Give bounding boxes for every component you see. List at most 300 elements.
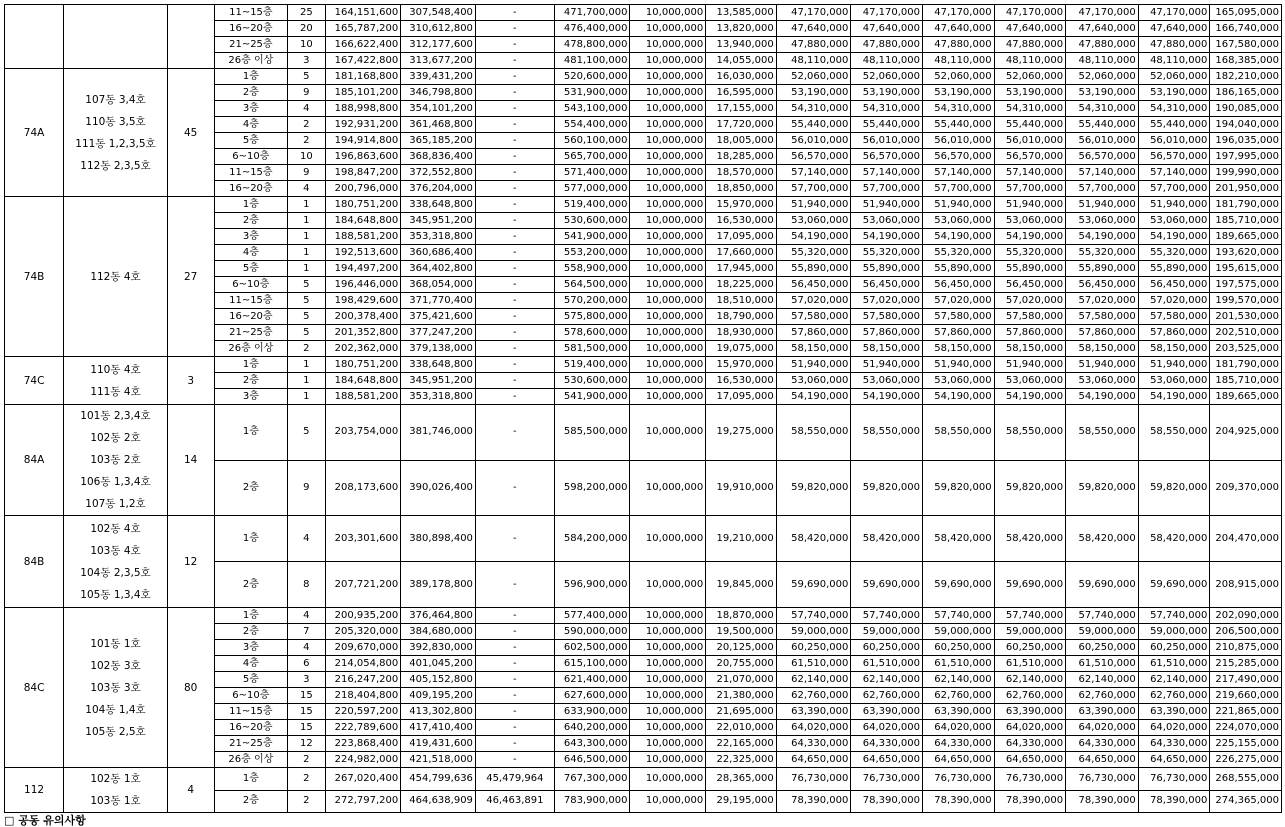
- interim-5-cell: 53,190,000: [1066, 85, 1139, 101]
- interim-5-cell: 55,320,000: [1066, 245, 1139, 261]
- building-cost-cell: 377,247,200: [401, 325, 476, 341]
- contract-balance-cell: 21,380,000: [706, 688, 777, 704]
- balance-cell: 196,035,000: [1210, 133, 1282, 149]
- total-price-cell: 531,900,000: [554, 85, 630, 101]
- vat-cell: -: [475, 720, 554, 736]
- contract-fixed-cell: 10,000,000: [630, 357, 706, 373]
- building-cost-cell: 360,686,400: [401, 245, 476, 261]
- building-cost-cell: 312,177,600: [401, 37, 476, 53]
- interim-4-cell: 59,690,000: [994, 562, 1066, 608]
- footer-note: □ 공동 유의사항: [4, 814, 86, 827]
- total-price-cell: 564,500,000: [554, 277, 630, 293]
- floor-cell: 26층 이상: [214, 341, 288, 357]
- contract-fixed-cell: 10,000,000: [630, 69, 706, 85]
- unit-count-cell: 4: [288, 516, 325, 562]
- unit-count-cell: 25: [288, 5, 325, 21]
- unit-line: 104동 1,4호: [85, 703, 146, 716]
- balance-cell: 215,285,000: [1210, 656, 1282, 672]
- land-cost-cell: 165,787,200: [325, 21, 401, 37]
- interim-2-cell: 58,420,000: [851, 516, 923, 562]
- contract-balance-cell: 16,530,000: [706, 373, 777, 389]
- interim-3-cell: 56,570,000: [922, 149, 994, 165]
- interim-6-cell: 60,250,000: [1138, 640, 1210, 656]
- interim-3-cell: 47,640,000: [922, 21, 994, 37]
- balance-cell: 226,275,000: [1210, 752, 1282, 768]
- interim-3-cell: 64,650,000: [922, 752, 994, 768]
- interim-1-cell: 54,190,000: [776, 229, 851, 245]
- interim-1-cell: 64,020,000: [776, 720, 851, 736]
- vat-cell: -: [475, 516, 554, 562]
- interim-2-cell: 53,190,000: [851, 85, 923, 101]
- interim-2-cell: 47,880,000: [851, 37, 923, 53]
- contract-balance-cell: 14,055,000: [706, 53, 777, 69]
- vat-cell: -: [475, 460, 554, 516]
- unit-count-cell: 2: [288, 117, 325, 133]
- interim-4-cell: 47,880,000: [994, 37, 1066, 53]
- vat-cell: -: [475, 37, 554, 53]
- contract-balance-cell: 28,365,000: [706, 768, 777, 791]
- interim-4-cell: 54,190,000: [994, 229, 1066, 245]
- interim-3-cell: 76,730,000: [922, 768, 994, 791]
- interim-2-cell: 64,330,000: [851, 736, 923, 752]
- floor-cell: 6~10층: [214, 277, 288, 293]
- interim-2-cell: 59,820,000: [851, 460, 923, 516]
- units-cell: [64, 405, 168, 516]
- interim-4-cell: 53,190,000: [994, 85, 1066, 101]
- building-cost-cell: 421,518,000: [401, 752, 476, 768]
- floor-cell: 1층: [214, 197, 288, 213]
- land-cost-cell: 224,982,000: [325, 752, 401, 768]
- interim-1-cell: 57,020,000: [776, 293, 851, 309]
- unit-count-cell: 4: [288, 181, 325, 197]
- contract-fixed-cell: 10,000,000: [630, 213, 706, 229]
- interim-2-cell: 56,570,000: [851, 149, 923, 165]
- interim-2-cell: 55,320,000: [851, 245, 923, 261]
- interim-1-cell: 48,110,000: [776, 53, 851, 69]
- building-cost-cell: 368,054,000: [401, 277, 476, 293]
- interim-5-cell: 64,020,000: [1066, 720, 1139, 736]
- unit-count-cell: 15: [288, 704, 325, 720]
- interim-1-cell: 58,150,000: [776, 341, 851, 357]
- interim-5-cell: 57,860,000: [1066, 325, 1139, 341]
- vat-cell: -: [475, 293, 554, 309]
- vat-cell: -: [475, 149, 554, 165]
- interim-6-cell: 53,190,000: [1138, 85, 1210, 101]
- interim-1-cell: 57,740,000: [776, 608, 851, 624]
- building-cost-cell: 307,548,400: [401, 5, 476, 21]
- vat-cell: -: [475, 21, 554, 37]
- contract-fixed-cell: 10,000,000: [630, 752, 706, 768]
- balance-cell: 202,090,000: [1210, 608, 1282, 624]
- unit-count-cell: 10: [288, 37, 325, 53]
- unit-count-cell: 1: [288, 229, 325, 245]
- total-price-cell: 560,100,000: [554, 133, 630, 149]
- floor-cell: 4층: [214, 656, 288, 672]
- vat-cell: -: [475, 133, 554, 149]
- interim-4-cell: 52,060,000: [994, 69, 1066, 85]
- interim-2-cell: 63,390,000: [851, 704, 923, 720]
- interim-3-cell: 62,760,000: [922, 688, 994, 704]
- interim-2-cell: 53,060,000: [851, 373, 923, 389]
- unit-line: 110동 3,5호: [85, 115, 146, 128]
- unit-count-cell: 5: [288, 405, 325, 461]
- interim-4-cell: 62,760,000: [994, 688, 1066, 704]
- floor-cell: 11~15층: [214, 165, 288, 181]
- land-cost-cell: 166,622,400: [325, 37, 401, 53]
- unit-count-cell: 1: [288, 213, 325, 229]
- interim-3-cell: 54,310,000: [922, 101, 994, 117]
- unit-line: 107동 3,4호: [85, 93, 146, 106]
- contract-balance-cell: 16,030,000: [706, 69, 777, 85]
- total-price-cell: 520,600,000: [554, 69, 630, 85]
- building-cost-cell: 464,638,909: [401, 790, 476, 813]
- total-price-cell: 598,200,000: [554, 460, 630, 516]
- interim-4-cell: 53,060,000: [994, 373, 1066, 389]
- vat-cell: -: [475, 85, 554, 101]
- land-cost-cell: 200,935,200: [325, 608, 401, 624]
- type-cell: 84B: [5, 516, 64, 608]
- interim-3-cell: 52,060,000: [922, 69, 994, 85]
- land-cost-cell: 180,751,200: [325, 357, 401, 373]
- vat-cell: -: [475, 562, 554, 608]
- interim-4-cell: 64,020,000: [994, 720, 1066, 736]
- contract-balance-cell: 18,930,000: [706, 325, 777, 341]
- balance-cell: 186,165,000: [1210, 85, 1282, 101]
- floor-cell: 1층: [214, 69, 288, 85]
- floor-cell: 2층: [214, 790, 288, 813]
- land-cost-cell: 198,847,200: [325, 165, 401, 181]
- interim-3-cell: 57,580,000: [922, 309, 994, 325]
- table-row: [5, 768, 1282, 791]
- interim-3-cell: 58,550,000: [922, 405, 994, 461]
- interim-1-cell: 58,420,000: [776, 516, 851, 562]
- land-cost-cell: 192,931,200: [325, 117, 401, 133]
- unit-count-cell: 15: [288, 688, 325, 704]
- total-price-cell: 571,400,000: [554, 165, 630, 181]
- unit-count-cell: 4: [288, 640, 325, 656]
- unit-count-cell: 20: [288, 21, 325, 37]
- interim-1-cell: 47,170,000: [776, 5, 851, 21]
- interim-2-cell: 62,140,000: [851, 672, 923, 688]
- land-cost-cell: 188,581,200: [325, 389, 401, 405]
- total-price-cell: 590,000,000: [554, 624, 630, 640]
- floor-cell: 26층 이상: [214, 53, 288, 69]
- interim-5-cell: 54,190,000: [1066, 389, 1139, 405]
- vat-cell: -: [475, 736, 554, 752]
- balance-cell: 203,525,000: [1210, 341, 1282, 357]
- balance-cell: 168,385,000: [1210, 53, 1282, 69]
- contract-fixed-cell: 10,000,000: [630, 245, 706, 261]
- interim-1-cell: 78,390,000: [776, 790, 851, 813]
- interim-6-cell: 57,580,000: [1138, 309, 1210, 325]
- land-cost-cell: 185,101,200: [325, 85, 401, 101]
- floor-cell: 1층: [214, 516, 288, 562]
- land-cost-cell: 194,914,800: [325, 133, 401, 149]
- interim-2-cell: 55,440,000: [851, 117, 923, 133]
- type-cell: 74C: [5, 357, 64, 405]
- contract-balance-cell: 13,940,000: [706, 37, 777, 53]
- land-cost-cell: 205,320,000: [325, 624, 401, 640]
- unit-count-cell: 10: [288, 149, 325, 165]
- interim-4-cell: 54,310,000: [994, 101, 1066, 117]
- interim-2-cell: 60,250,000: [851, 640, 923, 656]
- balance-cell: 195,615,000: [1210, 261, 1282, 277]
- vat-cell: -: [475, 640, 554, 656]
- building-cost-cell: 339,431,200: [401, 69, 476, 85]
- interim-3-cell: 53,060,000: [922, 373, 994, 389]
- contract-balance-cell: 19,845,000: [706, 562, 777, 608]
- interim-2-cell: 47,170,000: [851, 5, 923, 21]
- interim-5-cell: 62,140,000: [1066, 672, 1139, 688]
- contract-balance-cell: 19,275,000: [706, 405, 777, 461]
- floor-cell: 2층: [214, 624, 288, 640]
- interim-5-cell: 51,940,000: [1066, 197, 1139, 213]
- land-cost-cell: 164,151,600: [325, 5, 401, 21]
- interim-5-cell: 61,510,000: [1066, 656, 1139, 672]
- interim-1-cell: 51,940,000: [776, 197, 851, 213]
- contract-fixed-cell: 10,000,000: [630, 656, 706, 672]
- interim-6-cell: 54,190,000: [1138, 389, 1210, 405]
- total-price-cell: 602,500,000: [554, 640, 630, 656]
- building-cost-cell: 372,552,800: [401, 165, 476, 181]
- contract-fixed-cell: 10,000,000: [630, 5, 706, 21]
- balance-cell: 190,085,000: [1210, 101, 1282, 117]
- interim-1-cell: 56,010,000: [776, 133, 851, 149]
- unit-count-cell: 3: [288, 53, 325, 69]
- balance-cell: 197,575,000: [1210, 277, 1282, 293]
- balance-cell: 274,365,000: [1210, 790, 1282, 813]
- interim-1-cell: 56,570,000: [776, 149, 851, 165]
- contract-fixed-cell: 10,000,000: [630, 704, 706, 720]
- interim-6-cell: 59,690,000: [1138, 562, 1210, 608]
- interim-4-cell: 60,250,000: [994, 640, 1066, 656]
- interim-1-cell: 56,450,000: [776, 277, 851, 293]
- floor-cell: 2층: [214, 562, 288, 608]
- land-cost-cell: 200,378,400: [325, 309, 401, 325]
- interim-5-cell: 58,550,000: [1066, 405, 1139, 461]
- household-count-cell: 45: [167, 69, 214, 197]
- unit-line: 103동 1호: [90, 795, 141, 807]
- contract-fixed-cell: 10,000,000: [630, 688, 706, 704]
- interim-3-cell: 54,190,000: [922, 389, 994, 405]
- interim-5-cell: 53,060,000: [1066, 373, 1139, 389]
- interim-2-cell: 52,060,000: [851, 69, 923, 85]
- unit-line: 102동 1호: [90, 773, 141, 785]
- building-cost-cell: 368,836,400: [401, 149, 476, 165]
- interim-5-cell: 48,110,000: [1066, 53, 1139, 69]
- interim-5-cell: 57,700,000: [1066, 181, 1139, 197]
- balance-cell: 166,740,000: [1210, 21, 1282, 37]
- building-cost-cell: 413,302,800: [401, 704, 476, 720]
- contract-balance-cell: 20,755,000: [706, 656, 777, 672]
- unit-line: 112동 4호: [90, 270, 141, 283]
- building-cost-cell: 405,152,800: [401, 672, 476, 688]
- units-cell: [64, 197, 168, 357]
- contract-balance-cell: 17,660,000: [706, 245, 777, 261]
- vat-cell: 45,479,964: [475, 768, 554, 791]
- interim-5-cell: 54,310,000: [1066, 101, 1139, 117]
- balance-cell: 202,510,000: [1210, 325, 1282, 341]
- floor-cell: 3층: [214, 640, 288, 656]
- interim-4-cell: 62,140,000: [994, 672, 1066, 688]
- table-row: [5, 405, 1282, 461]
- vat-cell: -: [475, 229, 554, 245]
- interim-5-cell: 47,880,000: [1066, 37, 1139, 53]
- unit-line: 103동 2호: [90, 454, 141, 466]
- contract-fixed-cell: 10,000,000: [630, 149, 706, 165]
- land-cost-cell: 220,597,200: [325, 704, 401, 720]
- vat-cell: -: [475, 688, 554, 704]
- interim-3-cell: 56,010,000: [922, 133, 994, 149]
- interim-6-cell: 47,640,000: [1138, 21, 1210, 37]
- contract-balance-cell: 19,075,000: [706, 341, 777, 357]
- interim-4-cell: 57,860,000: [994, 325, 1066, 341]
- unit-count-cell: 1: [288, 261, 325, 277]
- interim-4-cell: 53,060,000: [994, 213, 1066, 229]
- contract-fixed-cell: 10,000,000: [630, 720, 706, 736]
- units-cell: [64, 768, 168, 813]
- interim-6-cell: 57,860,000: [1138, 325, 1210, 341]
- balance-cell: 199,570,000: [1210, 293, 1282, 309]
- interim-3-cell: 55,320,000: [922, 245, 994, 261]
- interim-2-cell: 54,190,000: [851, 389, 923, 405]
- unit-count-cell: 2: [288, 768, 325, 791]
- building-cost-cell: 381,746,000: [401, 405, 476, 461]
- table-row: [5, 69, 1282, 85]
- floor-cell: 4층: [214, 245, 288, 261]
- interim-6-cell: 62,760,000: [1138, 688, 1210, 704]
- household-count-cell: 80: [167, 608, 214, 768]
- vat-cell: -: [475, 341, 554, 357]
- interim-3-cell: 47,880,000: [922, 37, 994, 53]
- building-cost-cell: 313,677,200: [401, 53, 476, 69]
- unit-line: 101동 2,3,4호: [80, 410, 151, 422]
- interim-6-cell: 64,020,000: [1138, 720, 1210, 736]
- interim-5-cell: 54,190,000: [1066, 229, 1139, 245]
- interim-4-cell: 64,650,000: [994, 752, 1066, 768]
- interim-5-cell: 53,060,000: [1066, 213, 1139, 229]
- interim-5-cell: 57,020,000: [1066, 293, 1139, 309]
- unit-count-cell: 8: [288, 562, 325, 608]
- interim-1-cell: 47,880,000: [776, 37, 851, 53]
- total-price-cell: 581,500,000: [554, 341, 630, 357]
- contract-fixed-cell: 10,000,000: [630, 53, 706, 69]
- balance-cell: 181,790,000: [1210, 357, 1282, 373]
- vat-cell: -: [475, 101, 554, 117]
- unit-count-cell: 1: [288, 245, 325, 261]
- total-price-cell: 558,900,000: [554, 261, 630, 277]
- interim-5-cell: 76,730,000: [1066, 768, 1139, 791]
- units-cell: [64, 357, 168, 405]
- land-cost-cell: 198,429,600: [325, 293, 401, 309]
- unit-count-cell: 2: [288, 752, 325, 768]
- interim-1-cell: 59,000,000: [776, 624, 851, 640]
- contract-fixed-cell: 10,000,000: [630, 325, 706, 341]
- price-table-body: [5, 5, 1282, 813]
- unit-line: 105동 1,3,4호: [80, 588, 151, 601]
- interim-3-cell: 64,020,000: [922, 720, 994, 736]
- total-price-cell: 767,300,000: [554, 768, 630, 791]
- balance-cell: 209,370,000: [1210, 460, 1282, 516]
- interim-3-cell: 57,140,000: [922, 165, 994, 181]
- land-cost-cell: 209,670,000: [325, 640, 401, 656]
- interim-5-cell: 56,450,000: [1066, 277, 1139, 293]
- contract-fixed-cell: 10,000,000: [630, 736, 706, 752]
- total-price-cell: 633,900,000: [554, 704, 630, 720]
- unit-count-cell: 15: [288, 720, 325, 736]
- vat-cell: -: [475, 5, 554, 21]
- building-cost-cell: 409,195,200: [401, 688, 476, 704]
- building-cost-cell: 345,951,200: [401, 213, 476, 229]
- interim-1-cell: 47,640,000: [776, 21, 851, 37]
- interim-2-cell: 78,390,000: [851, 790, 923, 813]
- unit-line: 111동 4호: [90, 385, 141, 398]
- unit-count-cell: 5: [288, 325, 325, 341]
- vat-cell: -: [475, 261, 554, 277]
- unit-count-cell: 2: [288, 133, 325, 149]
- vat-cell: -: [475, 69, 554, 85]
- interim-5-cell: 57,140,000: [1066, 165, 1139, 181]
- floor-cell: 16~20층: [214, 720, 288, 736]
- interim-3-cell: 56,450,000: [922, 277, 994, 293]
- floor-cell: 1층: [214, 608, 288, 624]
- interim-6-cell: 55,320,000: [1138, 245, 1210, 261]
- interim-5-cell: 52,060,000: [1066, 69, 1139, 85]
- building-cost-cell: 310,612,800: [401, 21, 476, 37]
- contract-fixed-cell: 10,000,000: [630, 277, 706, 293]
- total-price-cell: 578,600,000: [554, 325, 630, 341]
- vat-cell: -: [475, 373, 554, 389]
- building-cost-cell: 345,951,200: [401, 373, 476, 389]
- floor-cell: 3층: [214, 101, 288, 117]
- balance-cell: 181,790,000: [1210, 197, 1282, 213]
- interim-3-cell: 64,330,000: [922, 736, 994, 752]
- building-cost-cell: 390,026,400: [401, 460, 476, 516]
- interim-3-cell: 57,020,000: [922, 293, 994, 309]
- interim-2-cell: 64,020,000: [851, 720, 923, 736]
- vat-cell: -: [475, 357, 554, 373]
- interim-5-cell: 56,010,000: [1066, 133, 1139, 149]
- unit-line: 103동 4호: [90, 544, 141, 557]
- interim-1-cell: 62,140,000: [776, 672, 851, 688]
- interim-4-cell: 51,940,000: [994, 357, 1066, 373]
- contract-balance-cell: 13,585,000: [706, 5, 777, 21]
- land-cost-cell: 167,422,800: [325, 53, 401, 69]
- interim-5-cell: 58,420,000: [1066, 516, 1139, 562]
- interim-5-cell: 51,940,000: [1066, 357, 1139, 373]
- balance-cell: 165,095,000: [1210, 5, 1282, 21]
- interim-6-cell: 63,390,000: [1138, 704, 1210, 720]
- vat-cell: -: [475, 325, 554, 341]
- interim-3-cell: 57,860,000: [922, 325, 994, 341]
- contract-balance-cell: 13,820,000: [706, 21, 777, 37]
- unit-line: 111동 1,2,3,5호: [75, 137, 156, 150]
- land-cost-cell: 214,054,800: [325, 656, 401, 672]
- interim-4-cell: 55,320,000: [994, 245, 1066, 261]
- interim-4-cell: 58,420,000: [994, 516, 1066, 562]
- interim-3-cell: 63,390,000: [922, 704, 994, 720]
- total-price-cell: 596,900,000: [554, 562, 630, 608]
- table-row: [5, 197, 1282, 213]
- floor-cell: 1층: [214, 357, 288, 373]
- interim-6-cell: 52,060,000: [1138, 69, 1210, 85]
- vat-cell: -: [475, 309, 554, 325]
- land-cost-cell: 208,173,600: [325, 460, 401, 516]
- contract-fixed-cell: 10,000,000: [630, 516, 706, 562]
- total-price-cell: 519,400,000: [554, 197, 630, 213]
- interim-4-cell: 59,820,000: [994, 460, 1066, 516]
- unit-line: 110동 4호: [90, 363, 141, 376]
